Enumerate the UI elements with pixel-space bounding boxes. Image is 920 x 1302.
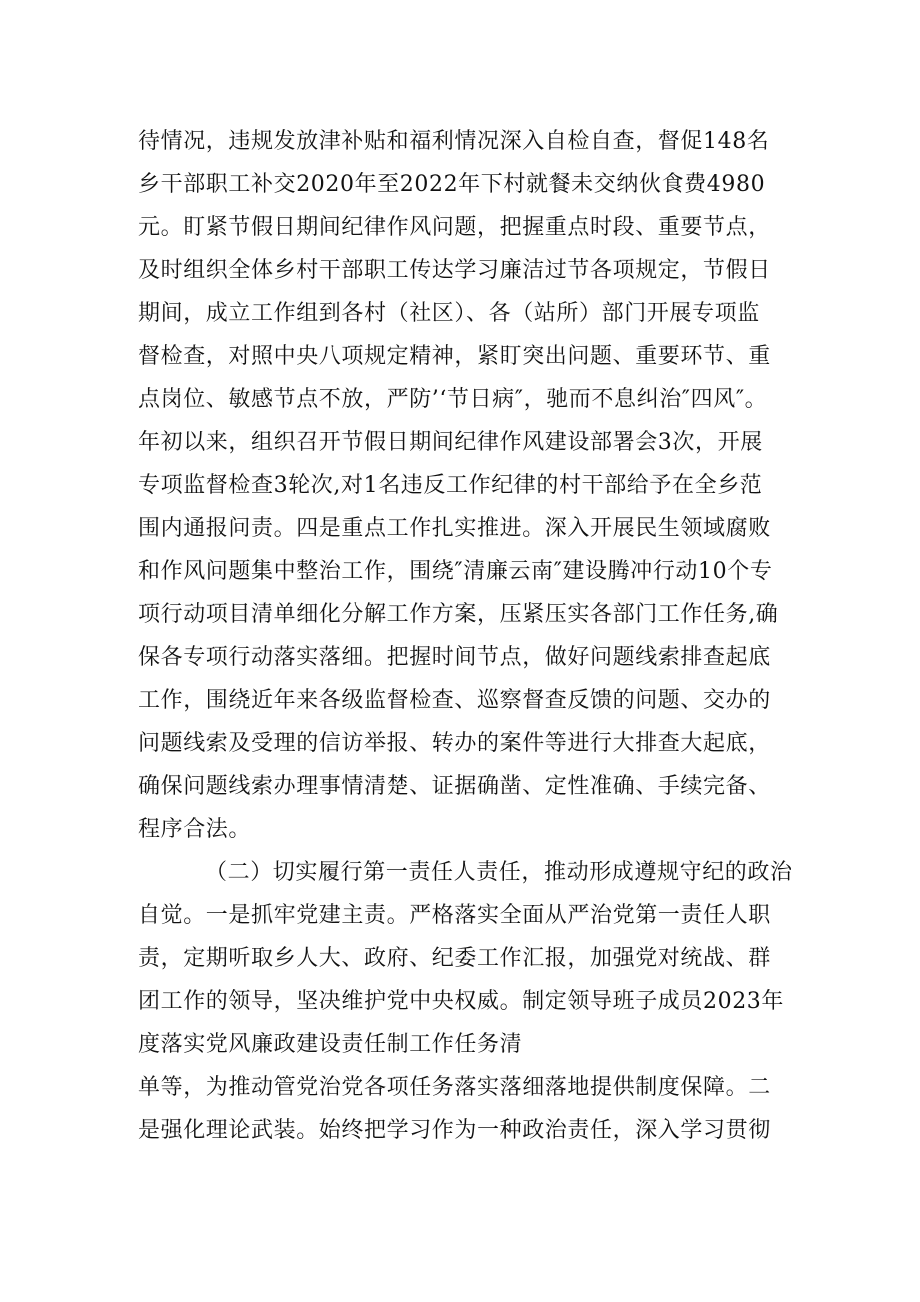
text-line: 程序合法。 [138,817,252,842]
text-line: 围内通报问责。四是重点工作扎实推进。深入开展民生领域腐败 [138,516,771,541]
text-line: 待情况，违规发放津补贴和福利情况深入自检自查，督促148名 [138,129,770,154]
text-line: 确保问题线索办理事情清楚、证据确凿、定性准确、手续完备、 [138,774,771,799]
text-line: 督检查，对照中央八项规定精神，紧盯突出问题、重要环节、重 [138,344,771,369]
text-line: 乡干部职工补交2020年至2022年下村就餐未交纳伙食费4980 [138,172,766,197]
text-line: 保各专项行动落实落细。把握时间节点，做好问题线索排查起底 [138,645,771,670]
text-line: 元。盯紧节假日期间纪律作风问题，把握重点时段、重要节点， [138,215,771,240]
text-line: 单等，为推动管党治党各项任务落实落细落地提供制度保障。二 [138,1075,771,1100]
text-line: 团工作的领导，坚决维护党中央权威。制定领导班子成员2023年 [138,989,784,1014]
text-line: 问题线索及受理的信访举报、转办的案件等进行大排查大起底， [138,731,771,756]
text-line: 期间，成立工作组到各村（社区）、各（站所）部门开展专项监 [138,301,760,326]
text-line: 项行动项目清单细化分解工作方案，压紧压实各部门工作任务,确 [138,602,779,627]
text-line: 工作，围绕近年来各级监督检查、巡察督查反馈的问题、交办的 [138,688,771,713]
text-line: 专项监督检查3轮次,对1名违反工作纪律的村干部给予在全乡范 [138,473,763,498]
text-line: 点岗位、敏感节点不放，严防’‘节日病″，驰而不息纠治″四风″。 [138,387,768,412]
text-line: 及时组织全体乡村干部职工传达学习廉洁过节各项规定，节假日 [138,258,771,283]
text-line: 是强化理论武装。始终把学习作为一种政治责任，深入学习贯彻 [138,1118,771,1143]
text-line: 年初以来，组织召开节假日期间纪律作风建设部署会3次，开展 [138,430,763,455]
text-line: 自觉。一是抓牢党建主责。严格落实全面从严治党第一责任人职 [138,903,771,928]
text-line: 责，定期听取乡人大、政府、纪委工作汇报，加强党对统战、群 [138,946,771,971]
text-line: 和作风问题集中整治工作，围绕″清廉云南″建设腾冲行动10个专 [138,559,773,584]
text-line: 度落实党风廉政建设责任制工作任务清 [138,1032,523,1057]
section-heading-line: （二）切实履行第一责任人责任，推动形成遵规守纪的政治 [205,860,793,885]
